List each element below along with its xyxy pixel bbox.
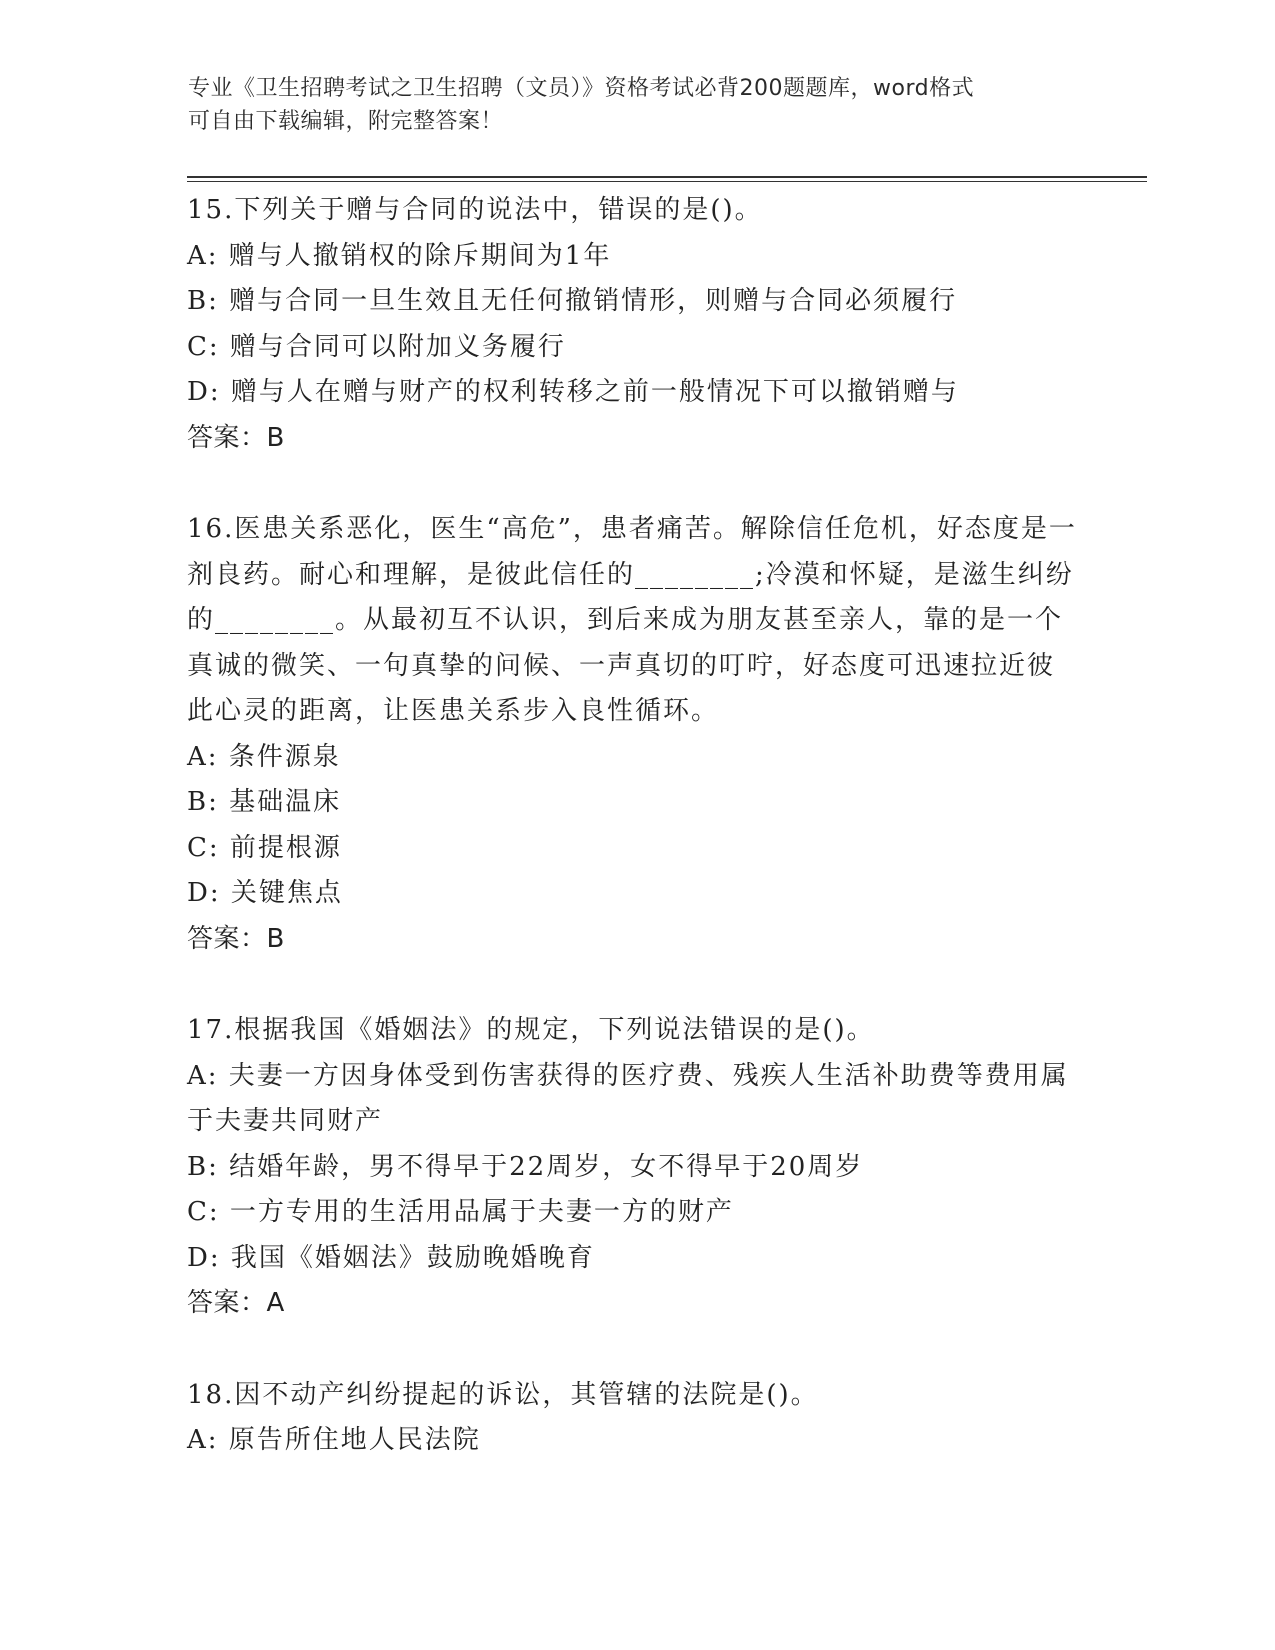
question-text: 16.医患关系恶化，医生“高危”，患者痛苦。解除信任危机，好态度是一剂良药。耐心和理解，是彼此信任的________;冷漠和怀疑，是滋生纠纷的________。从最初互不认识，到后来成为朋友甚至亲人，靠的是一个真诚的微笑、一句真挚的问候、一声真切的叮咛，好态度可迅速拉近彼此心灵的距离，让医患关系步入良性循环。 — [187, 514, 1077, 726]
question-text: 17.根据我国《婚姻法》的规定，下列说法错误的是()。 — [187, 1015, 875, 1045]
option-b: B: 结婚年龄，男不得早于22周岁，女不得早于20周岁 — [187, 1151, 864, 1182]
option-a: A: 赠与人撤销权的除斥期间为1年 — [187, 240, 612, 271]
option-d: D: 关键焦点 — [187, 878, 343, 908]
header-divider-thin — [187, 181, 1147, 182]
option-d: D: 我国《婚姻法》鼓励晚婚晚育 — [187, 1242, 595, 1273]
header-line-2: 可自由下载编辑，附完整答案！ — [188, 109, 504, 134]
question-list — [187, 188, 1077, 1510]
option-a: A: 夫妻一方因身体受到伤害获得的医疗费、残疾人生活补助费等费用属于夫妻共同财产 — [187, 1060, 1069, 1136]
option-a: A: 原告所住地人民法院 — [187, 1425, 481, 1455]
option-b: B: 赠与合同一旦生效且无任何撤销情形，则赠与合同必须履行 — [187, 286, 958, 316]
option-b: B: 基础温床 — [187, 787, 342, 817]
answer: 答案：B — [187, 923, 285, 954]
header-divider-thick — [187, 176, 1147, 178]
option-c: C: 赠与合同可以附加义务履行 — [187, 331, 566, 362]
answer: 答案：A — [187, 1288, 285, 1318]
answer: 答案：B — [187, 422, 285, 453]
question-text: 18.因不动产纠纷提起的诉讼，其管辖的法院是()。 — [187, 1379, 819, 1410]
question-17 — [187, 1008, 1077, 1327]
question-text: 15.下列关于赠与合同的说法中，错误的是()。 — [187, 195, 763, 225]
option-c: C: 一方专用的生活用品属于夫妻一方的财产 — [187, 1197, 734, 1227]
option-a: A: 条件源泉 — [187, 741, 341, 772]
document-header — [188, 72, 1068, 138]
option-c: C: 前提根源 — [187, 832, 342, 863]
option-d: D: 赠与人在赠与财产的权利转移之前一般情况下可以撤销赠与 — [187, 377, 959, 407]
question-16 — [187, 507, 1077, 962]
header-line-1: 专业《卫生招聘考试之卫生招聘（文员）》资格考试必背200题题库，word格式 — [188, 76, 975, 101]
question-18 — [187, 1373, 1077, 1464]
question-15 — [187, 188, 1077, 461]
